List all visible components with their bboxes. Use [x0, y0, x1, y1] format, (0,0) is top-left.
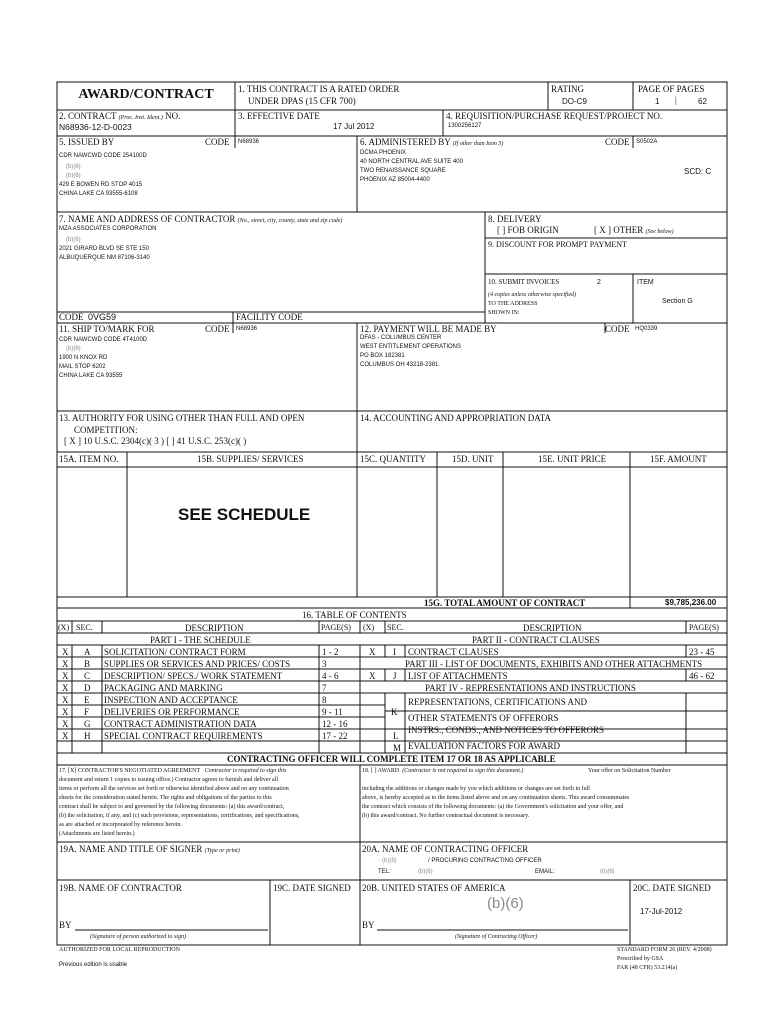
- toc-row-sec: G: [84, 719, 91, 729]
- box10-copies: 2: [597, 279, 601, 286]
- box7-label: 7. NAME AND ADDRESS OF CONTRACTOR (No., street, city, county, state and zip code): [59, 214, 343, 224]
- col-15c-header: 15C. QUANTITY: [360, 454, 426, 464]
- standard-form-number: STANDARD FORM 26 (REV. 4/2008): [617, 947, 712, 953]
- toc-row-x: X: [62, 683, 69, 693]
- toc-sec-header-2: SEC.: [387, 623, 404, 632]
- box17-text-3: sheets for the consideration stated herein. The rights and obligations of the parties to this: [59, 795, 272, 801]
- tel-value: (b)(6): [418, 869, 433, 875]
- toc-row-i-sec: I: [393, 647, 396, 657]
- effective-date: 17 Jul 2012: [333, 122, 375, 131]
- email-label: EMAIL:: [535, 869, 555, 875]
- toc-row-sec: C: [84, 671, 91, 681]
- box18-text-2: above, is hereby accepted as to the items listed above and on any continuation sheets. This award consummates: [362, 795, 630, 801]
- box2-label: 2. CONTRACT (Proc. Inst. Ident.) NO.: [59, 111, 181, 121]
- co-signature-caption: (Signature of Contracting Officer): [455, 934, 538, 940]
- toc-row-m-desc: EVALUATION FACTORS FOR AWARD: [408, 741, 561, 751]
- issued-by-redacted-2: (b)(6): [66, 173, 81, 179]
- box18-heading: 18. [ ] AWARD (Contractor is not required to sign this document.): [362, 768, 524, 774]
- form-title: AWARD/CONTRACT: [78, 87, 214, 102]
- box12-label: 12. PAYMENT WILL BE MADE BY: [360, 324, 497, 334]
- toc-row-k-sec: K: [391, 707, 398, 717]
- issued-by-line1: CDR NAWCWD CODE 254100D: [59, 153, 147, 159]
- rating-label: RATING: [551, 84, 584, 94]
- contracting-officer-banner: CONTRACTING OFFICER WILL COMPLETE ITEM 17 OR 18 AS APPLICABLE: [227, 754, 556, 764]
- contractor-line4: ALBUQUERQUE NM 87106-3140: [59, 255, 150, 261]
- box6-label: 6. ADMINISTERED BY (If other than Item 5): [360, 137, 504, 147]
- toc-row-desc: DESCRIPTION/ SPECS./ WORK STATEMENT: [104, 671, 283, 681]
- requisition-number: 1300256127: [448, 123, 482, 129]
- ship-to-code: N68936: [236, 326, 258, 332]
- payment-line2: WEST ENTITLEMENT OPERATIONS: [360, 344, 462, 350]
- toc-row-pages: 7: [322, 683, 327, 693]
- ship-to-redacted: (b)(6): [66, 346, 81, 352]
- authorized-reproduction: AUTHORIZED FOR LOCAL REPRODUCTION: [59, 947, 180, 953]
- toc-desc-header: DESCRIPTION: [185, 623, 244, 633]
- box13-label: 13. AUTHORITY FOR USING OTHER THAN FULL AND OPEN: [59, 413, 305, 423]
- box9-label: 9. DISCOUNT FOR PROMPT PAYMENT: [488, 240, 627, 249]
- box6-code-label: CODE: [605, 137, 630, 147]
- box1-label-2: UNDER DPAS (15 CFR 700): [248, 96, 356, 106]
- col-15f-header: 15F. AMOUNT: [650, 454, 707, 464]
- box20a-label: 20A. NAME OF CONTRACTING OFFICER: [362, 844, 529, 854]
- rating-value: DO-C9: [562, 97, 587, 106]
- box19c-label: 19C. DATE SIGNED: [273, 883, 351, 893]
- contractor-signature-caption: (Signature of person authorized to sign): [90, 934, 186, 940]
- toc-row-desc: SUPPLIES OR SERVICES AND PRICES/ COSTS: [104, 659, 291, 669]
- toc-part1: PART I - THE SCHEDULE: [150, 635, 251, 645]
- ship-to-line1: CDR NAWCWD CODE 4T4100D: [59, 337, 148, 343]
- box10-to-address: TO THE ADDRESS: [488, 301, 538, 307]
- issued-by-line4: 429 E BOWEN RD STOP 4015: [59, 182, 143, 188]
- toc-row-sec: H: [84, 731, 91, 741]
- col-15b-header: 15B. SUPPLIES/ SERVICES: [197, 454, 304, 464]
- toc-row-j-x: X: [369, 671, 376, 681]
- toc-row-sec: F: [84, 707, 90, 717]
- col-15d-header: 15D. UNIT: [452, 454, 494, 464]
- toc-title: 16. TABLE OF CONTENTS: [302, 610, 407, 620]
- box17-text-5: (b) the solicitation, if any, and (c) such provisions, representations, certifications, and specifications,: [59, 813, 300, 819]
- toc-row-desc: INSPECTION AND ACCEPTANCE: [104, 695, 238, 705]
- box20c-label: 20C. DATE SIGNED: [633, 883, 711, 893]
- toc-row-j-pages: 46 - 62: [689, 671, 715, 681]
- toc-row-desc: DELIVERIES OR PERFORMANCE: [104, 707, 240, 717]
- box17-text-2: items or perform all the services set forth or otherwise identified above and on any continuation: [59, 786, 289, 792]
- box17-heading: 17. [X] CONTRACTOR'S NEGOTIATED AGREEMENT Contractor is required to sign this: [59, 768, 287, 774]
- issued-by-code: N68936: [238, 139, 260, 145]
- payment-line1: DFAS - COLUMBUS CENTER: [360, 335, 442, 341]
- ship-to-line5: CHINA LAKE CA 93555: [59, 373, 123, 379]
- ship-to-line3: 1900 N KNOX RD: [59, 355, 108, 361]
- box3-label: 3. EFFECTIVE DATE: [238, 111, 320, 121]
- box10-hint: (4 copies unless otherwise specified): [488, 292, 576, 298]
- total-amount-label: 15G. TOTAL AMOUNT OF CONTRACT: [424, 598, 586, 608]
- co-by-label: BY: [362, 920, 375, 930]
- toc-row-x: X: [62, 671, 69, 681]
- admin-line2: 40 NORTH CENTRAL AVE SUITE 400: [360, 159, 463, 165]
- issued-by-line5: CHINA LAKE CA 93555-6108: [59, 191, 138, 197]
- date-signed-value: 17-Jul-2012: [640, 907, 683, 916]
- toc-pages-header-2: PAGE(S): [689, 623, 719, 632]
- box20b-label: 20B. UNITED STATES OF AMERICA: [362, 883, 506, 893]
- box11-label: 11. SHIP TO/MARK FOR: [59, 324, 155, 334]
- payment-line4: COLUMBUS OH 43218-2381: [360, 362, 439, 368]
- page-total: 62: [698, 97, 707, 106]
- toc-pages-header: PAGE(S): [321, 623, 351, 632]
- box13-label-2: COMPETITION:: [74, 425, 138, 435]
- previous-edition: Previous edition is usable: [59, 962, 128, 968]
- contracting-officer-title: / PROCURING CONTRACTING OFFICER: [428, 858, 542, 864]
- toc-part3: PART III - LIST OF DOCUMENTS, EXHIBITS AND OTHER ATTACHMENTS: [405, 659, 703, 669]
- box11-code-label: CODE: [205, 324, 230, 334]
- toc-row-i-pages: 23 - 45: [689, 647, 715, 657]
- col-15e-header: 15E. UNIT PRICE: [538, 454, 607, 464]
- toc-row-pages: 1 - 2: [322, 647, 339, 657]
- scd-value: SCD: C: [684, 167, 712, 176]
- box17-text-4: contract shall be subject to and governed by the following documents: (a) this award/contract,: [59, 804, 285, 810]
- box8-label: 8. DELIVERY: [488, 214, 542, 224]
- toc-row-x: X: [62, 695, 69, 705]
- email-value: (b)(6): [600, 869, 615, 875]
- page-of-pages-label: PAGE OF PAGES: [638, 84, 705, 94]
- toc-row-k-desc1: REPRESENTATIONS, CERTIFICATIONS AND: [408, 697, 588, 707]
- tel-label: TEL:: [378, 869, 391, 875]
- contractor-line1: MZA ASSOCIATES CORPORATION: [59, 226, 157, 232]
- toc-row-sec: E: [84, 695, 90, 705]
- toc-row-pages: 12 - 16: [322, 719, 348, 729]
- toc-row-pages: 8: [322, 695, 327, 705]
- ship-to-line4: MAIL STOP 6202: [59, 364, 106, 370]
- box5-code-label: CODE: [205, 137, 230, 147]
- contractor-by-label: BY: [59, 920, 72, 930]
- toc-row-sec: D: [84, 683, 91, 693]
- fob-origin-checkbox[interactable]: [ ] FOB ORIGIN: [497, 225, 559, 235]
- payment-line3: PO BOX 182381: [360, 353, 405, 359]
- box4-label: 4. REQUISITION/PURCHASE REQUEST/PROJECT NO.: [446, 111, 663, 121]
- box1-label: 1. THIS CONTRACT IS A RATED ORDER: [238, 84, 400, 94]
- admin-line3: TWO RENAISSANCE SQUARE: [360, 168, 446, 174]
- contractor-line3: 2021 GIRARD BLVD SE STE 150: [59, 246, 149, 252]
- see-schedule: SEE SCHEDULE: [178, 505, 311, 524]
- toc-row-desc: SPECIAL CONTRACT REQUIREMENTS: [104, 731, 263, 741]
- admin-line4: PHOENIX AZ 85004-4400: [360, 177, 430, 183]
- toc-row-desc: CONTRACT ADMINISTRATION DATA: [104, 719, 257, 729]
- toc-row-desc: PACKAGING AND MARKING: [104, 683, 223, 693]
- item-value: Section G: [662, 298, 693, 305]
- other-checkbox[interactable]: [ X ] OTHER (See below): [594, 225, 674, 235]
- facility-code-label: FACILITY CODE: [236, 312, 303, 322]
- box18-offer: Your offer on Solicitation Number: [588, 768, 671, 774]
- toc-row-l-sec: L: [393, 731, 399, 741]
- page-separator: |: [675, 95, 677, 105]
- contractor-redacted: (b)(6): [66, 237, 81, 243]
- box18-text-1: including the additions or changes made by you which additions or changes are set forth in full: [362, 786, 590, 792]
- contracting-officer-name-redacted: (b)(6): [382, 858, 397, 864]
- box10-label: 10. SUBMIT INVOICES: [488, 278, 560, 286]
- box10-shown-in: SHOWN IN:: [488, 310, 520, 316]
- toc-sec-header: SEC.: [76, 623, 93, 632]
- toc-desc-header-2: DESCRIPTION: [523, 623, 582, 633]
- admin-line1: DCMA PHOENIX: [360, 150, 407, 156]
- toc-row-i-desc: CONTRACT CLAUSES: [408, 647, 499, 657]
- col-15a-header: 15A. ITEM NO.: [59, 454, 119, 464]
- box20b-signature-redacted: (b)(6): [487, 895, 524, 912]
- toc-row-sec: B: [84, 659, 91, 669]
- toc-row-x: X: [62, 731, 69, 741]
- contract-number: N68936-12-D-0023: [59, 122, 132, 132]
- box18-text-3: the contract which consists of the following documents: (a) the Government's solicitation and your offer, and: [362, 804, 624, 810]
- toc-row-x: X: [62, 647, 69, 657]
- toc-row-i-x: X: [369, 647, 376, 657]
- toc-row-pages: 17 - 22: [322, 731, 348, 741]
- box14-label: 14. ACCOUNTING AND APPROPRIATION DATA: [360, 413, 552, 423]
- toc-row-j-desc: LIST OF ATTACHMENTS: [408, 671, 508, 681]
- toc-row-m-sec: M: [393, 743, 402, 753]
- box5-label: 5. ISSUED BY: [59, 137, 115, 147]
- box17-text-1: document and return 1 copies to issuing office.) Contractor agrees to furnish and deliver all: [59, 777, 278, 783]
- issued-by-redacted-1: (b)(6): [66, 164, 81, 170]
- toc-part4: PART IV - REPRESENTATIONS AND INSTRUCTIONS: [425, 683, 636, 693]
- toc-x-header: (X): [58, 623, 70, 632]
- box19a-label: 19A. NAME AND TITLE OF SIGNER (Type or print): [59, 844, 240, 854]
- contractor-code: CODE 0VG59: [59, 312, 117, 322]
- prescribed-by: Prescribed by GSA: [617, 956, 664, 962]
- administered-by-code: S0502A: [636, 139, 658, 145]
- box12-code-label: CODE: [605, 324, 630, 334]
- toc-row-desc: SOLICITATION/ CONTRACT FORM: [104, 647, 246, 657]
- toc-row-x: X: [62, 659, 69, 669]
- box13-authority: [ X ] 10 U.S.C. 2304(c)( 3 ) [ ] 41 U.S.C. 253(c)( ): [64, 436, 247, 446]
- toc-row-x: X: [62, 707, 69, 717]
- toc-part2: PART II - CONTRACT CLAUSES: [472, 635, 600, 645]
- box19b-label: 19B. NAME OF CONTRACTOR: [59, 883, 182, 893]
- total-amount-value: $9,785,236.00: [665, 598, 717, 607]
- far-reference: FAR (48 CFR) 53.214(a): [617, 965, 678, 971]
- toc-row-pages: 9 - 11: [322, 707, 343, 717]
- toc-row-j-sec: J: [393, 671, 397, 681]
- toc-x-header-2: (X): [363, 623, 375, 632]
- box17-text-6: as are attached or incorporated by reference herein.: [59, 822, 182, 828]
- page-number: 1: [655, 97, 660, 106]
- box18-text-4: (b) this award/contract. No further contractual document is necessary.: [362, 813, 530, 819]
- toc-row-l-desc: INSTRS., CONDS., AND NOTICES TO OFFERORS: [408, 725, 604, 735]
- toc-row-k-desc2: OTHER STATEMENTS OF OFFERORS: [408, 713, 559, 723]
- payment-code: HQ0339: [635, 326, 658, 332]
- box17-text-7: (Attachments are listed herein.): [59, 831, 135, 837]
- item-label: ITEM: [637, 279, 654, 286]
- toc-row-x: X: [62, 719, 69, 729]
- toc-row-sec: A: [84, 647, 91, 657]
- toc-row-pages: 3: [322, 659, 327, 669]
- toc-row-pages: 4 - 6: [322, 671, 339, 681]
